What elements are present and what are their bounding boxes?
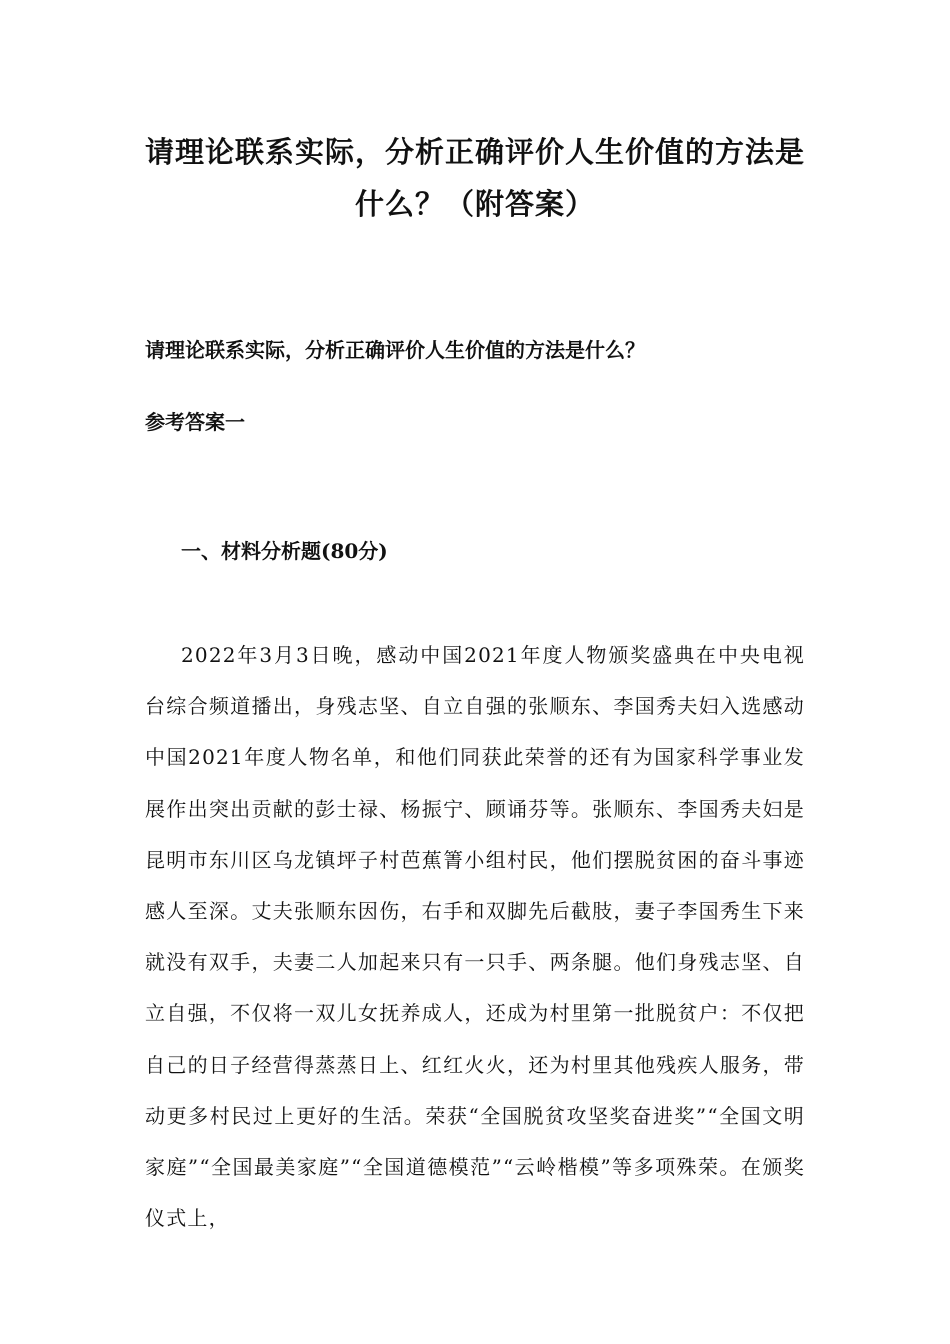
body-paragraph: 2022年3月3日晚，感动中国2021年度人物颁奖盛典在中央电视台综合频道播出，身残志坚、自立自强的张顺东、李国秀夫妇入选感动中国2021年度人物名单，和他们同获此荣誉的还有为国家科学事业发展作出突出贡献的彭士禄、杨振宁、顾诵芬等。张顺东、李国秀夫妇是昆明市东川区乌龙镇坪子村芭蕉箐小组村民，他们摆脱贫困的奋斗事迹感人至深。丈夫张顺东因伤，右手和双脚先后截肢，妻子李国秀生下来就没有双手，夫妻二人加起来只有一只手、两条腿。他们身残志坚、自立自强，不仅将一双儿女抚养成人，还成为村里第一批脱贫户：不仅把自己的日子经营得蒸蒸日上、红红火火，还为村里其他残疾人服务，带动更多村民过上更好的生活。荣获“全国脱贫攻坚奖奋进奖”“全国文明家庭”“全国最美家庭”“全国道德模范”“云岭楷模”等多项殊荣。在颁奖仪式上， xyxy=(145,643,805,1231)
document-title: 请理论联系实际，分析正确评价人生价值的方法是什么？（附答案） xyxy=(145,135,806,221)
reference-answer-heading: 参考答案一 xyxy=(145,410,245,434)
question-heading: 请理论联系实际，分析正确评价人生价值的方法是什么？ xyxy=(145,338,645,362)
section-heading: 一、材料分析题(80分) xyxy=(181,539,388,563)
